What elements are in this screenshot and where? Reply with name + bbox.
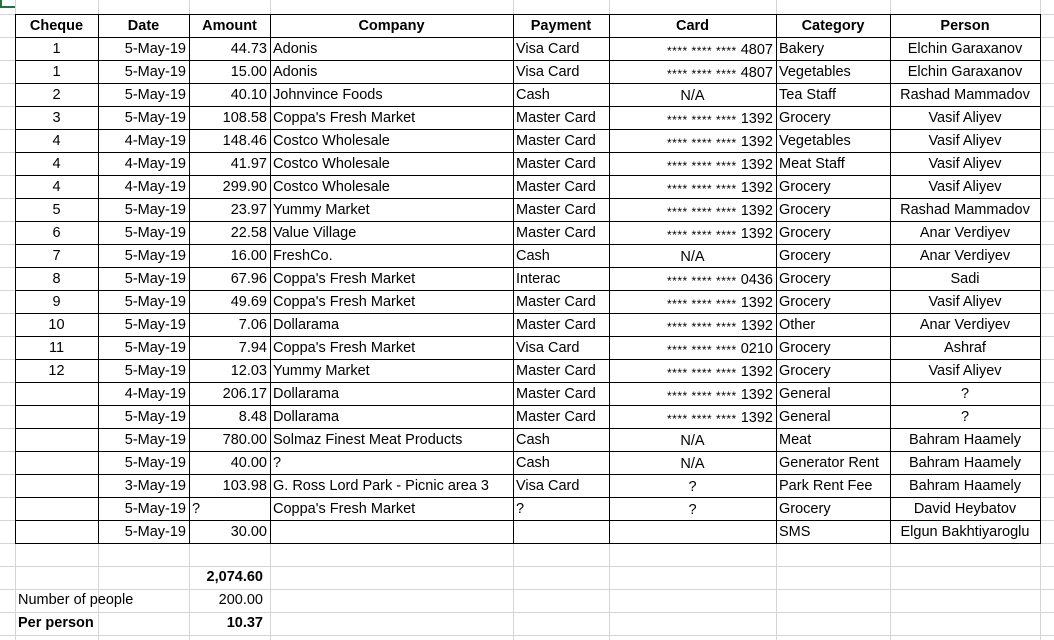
cell-company[interactable]: Coppa's Fresh Market: [273, 501, 416, 517]
cell-cheque[interactable]: [15, 429, 98, 452]
card-mask: **** **** ****: [667, 113, 737, 127]
cell-category[interactable]: Grocery: [779, 363, 831, 379]
cell-date[interactable]: 5-May-19: [124, 317, 186, 333]
cell-category[interactable]: Other: [779, 317, 816, 333]
cell-cheque[interactable]: [15, 452, 98, 475]
cell-person[interactable]: Vasif Aliyev: [928, 363, 1002, 379]
cell-date[interactable]: 4-May-19: [124, 386, 186, 402]
cell-company[interactable]: Coppa's Fresh Market: [273, 271, 416, 287]
card-last4: 1392: [740, 363, 773, 380]
card-mask: **** **** ****: [667, 182, 737, 196]
table-border-vertical: [1040, 14, 1041, 544]
cell-category[interactable]: Vegetables: [779, 64, 851, 80]
cell-card[interactable]: [609, 107, 776, 130]
cell-payment[interactable]: Cash: [516, 455, 550, 471]
cell-cheque[interactable]: 3: [52, 110, 61, 126]
people-value-cell[interactable]: 200.00: [218, 592, 263, 608]
cell-cheque[interactable]: 5: [52, 202, 61, 218]
cell-company[interactable]: Costco Wholesale: [273, 179, 390, 195]
gridline-horizontal: [0, 566, 1054, 567]
cell-payment[interactable]: Master Card: [516, 156, 596, 172]
card-last4: 1392: [740, 225, 773, 242]
cell-cheque[interactable]: [15, 475, 98, 498]
cell-payment[interactable]: ?: [516, 501, 525, 517]
cell-card[interactable]: [609, 61, 776, 84]
cell-date[interactable]: 5-May-19: [124, 110, 186, 126]
cell-amount[interactable]: 67.96: [230, 271, 267, 287]
cell-person[interactable]: Vasif Aliyev: [928, 294, 1002, 310]
card-last4: 1392: [740, 386, 773, 403]
cell-payment[interactable]: Master Card: [516, 386, 596, 402]
cell-company[interactable]: Coppa's Fresh Market: [273, 340, 416, 356]
cell-date[interactable]: 5-May-19: [124, 271, 186, 287]
cell-card[interactable]: [609, 291, 776, 314]
cell-category[interactable]: Meat: [779, 432, 812, 448]
cell-company[interactable]: Coppa's Fresh Market: [273, 294, 416, 310]
cell-payment[interactable]: Master Card: [516, 133, 596, 149]
cell-amount[interactable]: 16.00: [230, 248, 267, 264]
card-last4: 1392: [740, 133, 773, 150]
cell-amount[interactable]: 7.06: [238, 317, 267, 333]
header-cheque[interactable]: Cheque: [29, 18, 84, 34]
cell-company[interactable]: Coppa's Fresh Market: [273, 110, 416, 126]
cell-amount[interactable]: 103.98: [222, 478, 267, 494]
card-last4: 4807: [740, 64, 773, 81]
cell-payment[interactable]: Master Card: [516, 179, 596, 195]
cell-payment[interactable]: Visa Card: [516, 340, 580, 356]
cell-cheque[interactable]: 4: [52, 179, 61, 195]
cell-card[interactable]: [609, 199, 776, 222]
cell-card[interactable]: [609, 383, 776, 406]
header-date[interactable]: Date: [127, 18, 160, 34]
cell-amount[interactable]: 148.46: [222, 133, 267, 149]
cell-cheque[interactable]: 9: [52, 294, 61, 310]
cell-category[interactable]: Grocery: [779, 225, 831, 241]
header-card[interactable]: Card: [675, 18, 710, 34]
cell-date[interactable]: 5-May-19: [124, 202, 186, 218]
cell-date[interactable]: 5-May-19: [124, 87, 186, 103]
cell-payment[interactable]: Visa Card: [516, 64, 580, 80]
cell-cheque[interactable]: 4: [52, 133, 61, 149]
cell-person[interactable]: Sadi: [950, 271, 980, 287]
gridline-horizontal: [0, 635, 1054, 636]
cell-cheque[interactable]: [15, 383, 98, 406]
card-last4: 4807: [740, 41, 773, 58]
per-person-label-cell[interactable]: Per person: [18, 615, 94, 631]
cell-card[interactable]: [609, 475, 776, 498]
per-person-value-cell[interactable]: 10.37: [226, 615, 263, 631]
cell-card[interactable]: [609, 268, 776, 291]
total-amount-cell[interactable]: 2,074.60: [206, 569, 263, 585]
cell-amount[interactable]: 41.97: [230, 156, 267, 172]
cell-card[interactable]: [609, 176, 776, 199]
header-person[interactable]: Person: [940, 18, 990, 34]
card-last4: 1392: [740, 317, 773, 334]
cell-card[interactable]: [609, 38, 776, 61]
cell-cheque[interactable]: 4: [52, 156, 61, 172]
cell-cheque[interactable]: 2: [52, 87, 61, 103]
cell-category[interactable]: Grocery: [779, 202, 831, 218]
cell-cheque[interactable]: 1: [52, 64, 61, 80]
cell-card[interactable]: [609, 153, 776, 176]
cell-date[interactable]: 5-May-19: [124, 455, 186, 471]
cell-person[interactable]: Elgun Bakhtiyaroglu: [900, 524, 1030, 540]
cell-amount[interactable]: 23.97: [230, 202, 267, 218]
cell-payment[interactable]: Master Card: [516, 294, 596, 310]
cell-cheque[interactable]: 6: [52, 225, 61, 241]
cell-amount[interactable]: 299.90: [222, 179, 267, 195]
cell-category[interactable]: Grocery: [779, 271, 831, 287]
card-last4: 1392: [740, 294, 773, 311]
cell-category[interactable]: Bakery: [779, 41, 825, 57]
cell-cheque[interactable]: 1: [52, 41, 61, 57]
cell-person[interactable]: Vasif Aliyev: [928, 156, 1002, 172]
cell-card[interactable]: [609, 130, 776, 153]
cell-person[interactable]: Anar Verdiyev: [919, 248, 1011, 264]
cell-amount[interactable]: 206.17: [222, 386, 267, 402]
cell-person[interactable]: Bahram Haamely: [908, 432, 1021, 448]
cell-company[interactable]: [270, 521, 513, 544]
cell-person[interactable]: ?: [960, 386, 970, 402]
card-value: N/A: [680, 87, 705, 104]
card-last4: 1392: [740, 179, 773, 196]
cell-amount[interactable]: 7.94: [238, 340, 267, 356]
cell-cheque[interactable]: [15, 521, 98, 544]
cell-person[interactable]: Ashraf: [944, 340, 986, 356]
card-value: N/A: [680, 455, 705, 472]
card-last4: 0436: [740, 271, 773, 288]
cell-date[interactable]: 5-May-19: [124, 524, 186, 540]
cell-category[interactable]: Grocery: [779, 501, 831, 517]
header-category[interactable]: Category: [801, 18, 865, 34]
cell-payment[interactable]: Master Card: [516, 317, 596, 333]
cell-card[interactable]: [609, 521, 776, 544]
cell-amount[interactable]: 22.58: [230, 225, 267, 241]
cell-date[interactable]: 5-May-19: [124, 41, 186, 57]
card-mask: **** **** ****: [667, 320, 737, 334]
card-mask: **** **** ****: [667, 274, 737, 288]
cell-company[interactable]: Adonis: [273, 64, 318, 80]
cell-person[interactable]: Elchin Garaxanov: [907, 41, 1023, 57]
cell-category[interactable]: General: [779, 386, 831, 402]
cell-date[interactable]: 4-May-19: [124, 179, 186, 195]
card-value: ?: [688, 501, 697, 518]
cell-category[interactable]: Vegetables: [779, 133, 851, 149]
cell-payment[interactable]: Visa Card: [516, 41, 580, 57]
cell-date[interactable]: 5-May-19: [124, 409, 186, 425]
cell-company[interactable]: ?: [273, 455, 282, 471]
cell-date[interactable]: 5-May-19: [124, 363, 186, 379]
cell-company[interactable]: Costco Wholesale: [273, 133, 390, 149]
cell-category[interactable]: Grocery: [779, 179, 831, 195]
cell-card[interactable]: [609, 337, 776, 360]
cell-person[interactable]: Rashad Mammadov: [900, 87, 1030, 103]
cell-person[interactable]: Vasif Aliyev: [928, 179, 1002, 195]
cell-card[interactable]: [609, 222, 776, 245]
cell-person[interactable]: Bahram Haamely: [908, 478, 1021, 494]
cell-category[interactable]: Grocery: [779, 340, 831, 356]
card-value: N/A: [680, 432, 705, 449]
cell-date[interactable]: 5-May-19: [124, 64, 186, 80]
cell-person[interactable]: Rashad Mammadov: [900, 202, 1030, 218]
card-mask: **** **** ****: [667, 44, 737, 58]
cell-amount[interactable]: 15.00: [230, 64, 267, 80]
cell-company[interactable]: Value Village: [273, 225, 357, 241]
cell-cheque[interactable]: 10: [48, 317, 65, 333]
cell-amount[interactable]: 108.58: [222, 110, 267, 126]
cell-card[interactable]: [609, 452, 776, 475]
cell-cheque[interactable]: 11: [48, 340, 65, 356]
header-payment[interactable]: Payment: [530, 18, 592, 34]
card-mask: **** **** ****: [667, 343, 737, 357]
cell-card[interactable]: [609, 245, 776, 268]
header-amount[interactable]: Amount: [202, 18, 257, 34]
card-mask: **** **** ****: [667, 228, 737, 242]
cell-date[interactable]: 4-May-19: [124, 133, 186, 149]
cell-cheque[interactable]: 12: [48, 363, 65, 379]
cell-payment[interactable]: [513, 521, 609, 544]
cell-cheque[interactable]: [15, 498, 98, 521]
cell-card[interactable]: [609, 406, 776, 429]
cell-date[interactable]: 5-May-19: [124, 294, 186, 310]
card-mask: **** **** ****: [667, 412, 737, 426]
cell-category[interactable]: General: [779, 409, 831, 425]
cell-company[interactable]: FreshCo.: [273, 248, 333, 264]
cell-company[interactable]: Dollarama: [273, 386, 340, 402]
cell-amount[interactable]: 40.10: [230, 87, 267, 103]
cell-category[interactable]: Tea Staff: [779, 87, 836, 103]
card-mask: **** **** ****: [667, 366, 737, 380]
cell-payment[interactable]: Master Card: [516, 110, 596, 126]
cell-company[interactable]: Johnvince Foods: [273, 87, 383, 103]
cell-category[interactable]: Meat Staff: [779, 156, 845, 172]
cell-card[interactable]: [609, 314, 776, 337]
cell-card[interactable]: [609, 360, 776, 383]
cell-amount[interactable]: 8.48: [238, 409, 267, 425]
cell-amount[interactable]: 780.00: [222, 432, 267, 448]
cell-company[interactable]: Yummy Market: [273, 363, 370, 379]
cell-category[interactable]: Grocery: [779, 110, 831, 126]
card-last4: 1392: [740, 156, 773, 173]
cell-person[interactable]: Anar Verdiyev: [919, 225, 1011, 241]
cell-company[interactable]: G. Ross Lord Park - Picnic area 3: [273, 478, 489, 494]
card-mask: **** **** ****: [667, 205, 737, 219]
cell-person[interactable]: Vasif Aliyev: [928, 110, 1002, 126]
cell-category[interactable]: Park Rent Fee: [779, 478, 873, 494]
cell-category[interactable]: Generator Rent: [779, 455, 879, 471]
card-last4: 0210: [740, 340, 773, 357]
card-last4: 1392: [740, 202, 773, 219]
cell-category[interactable]: Grocery: [779, 294, 831, 310]
cell-card[interactable]: [609, 429, 776, 452]
cell-person[interactable]: Bahram Haamely: [908, 455, 1021, 471]
card-mask: **** **** ****: [667, 297, 737, 311]
card-mask: **** **** ****: [667, 389, 737, 403]
cell-person[interactable]: Vasif Aliyev: [928, 133, 1002, 149]
cell-payment[interactable]: Visa Card: [516, 478, 580, 494]
cell-card[interactable]: [609, 84, 776, 107]
cell-payment[interactable]: Cash: [516, 87, 550, 103]
cell-person[interactable]: Elchin Garaxanov: [907, 64, 1023, 80]
cell-amount[interactable]: 40.00: [230, 455, 267, 471]
cell-amount[interactable]: 12.03: [230, 363, 267, 379]
cell-payment[interactable]: Cash: [516, 248, 550, 264]
cell-selection-marker: [0, 0, 16, 8]
cell-company[interactable]: Yummy Market: [273, 202, 370, 218]
cell-category[interactable]: Grocery: [779, 248, 831, 264]
header-company[interactable]: Company: [358, 18, 425, 34]
cell-company[interactable]: Dollarama: [273, 317, 340, 333]
cell-person[interactable]: Anar Verdiyev: [919, 317, 1011, 333]
cell-date[interactable]: 3-May-19: [124, 478, 186, 494]
cell-cheque[interactable]: 7: [52, 248, 61, 264]
cell-cheque[interactable]: [15, 406, 98, 429]
cell-payment[interactable]: Master Card: [516, 363, 596, 379]
cell-company[interactable]: Dollarama: [273, 409, 340, 425]
card-mask: **** **** ****: [667, 136, 737, 150]
cell-date[interactable]: 5-May-19: [124, 432, 186, 448]
card-value: ?: [688, 478, 697, 495]
cell-category[interactable]: SMS: [779, 524, 811, 540]
cell-date[interactable]: 4-May-19: [124, 156, 186, 172]
cell-person[interactable]: David Heybatov: [913, 501, 1017, 517]
cell-amount[interactable]: 30.00: [230, 524, 267, 540]
cell-payment[interactable]: Cash: [516, 432, 550, 448]
card-last4: 1392: [740, 409, 773, 426]
cell-cheque[interactable]: 8: [52, 271, 61, 287]
cell-amount[interactable]: 44.73: [230, 41, 267, 57]
cell-payment[interactable]: Master Card: [516, 225, 596, 241]
cell-company[interactable]: Costco Wholesale: [273, 156, 390, 172]
cell-date[interactable]: 5-May-19: [124, 248, 186, 264]
cell-date[interactable]: 5-May-19: [124, 225, 186, 241]
cell-person[interactable]: ?: [960, 409, 970, 425]
card-last4: 1392: [740, 110, 773, 127]
cell-amount[interactable]: 49.69: [230, 294, 267, 310]
card-value: N/A: [680, 248, 705, 265]
cell-company[interactable]: Solmaz Finest Meat Products: [273, 432, 463, 448]
cell-date[interactable]: 5-May-19: [124, 501, 186, 517]
cell-payment[interactable]: Master Card: [516, 409, 596, 425]
card-mask: **** **** ****: [667, 67, 737, 81]
cell-payment[interactable]: Interac: [516, 271, 561, 287]
cell-payment[interactable]: Master Card: [516, 202, 596, 218]
cell-amount[interactable]: ?: [192, 501, 201, 517]
cell-company[interactable]: Adonis: [273, 41, 318, 57]
people-label-cell[interactable]: Number of people: [18, 592, 134, 608]
card-mask: **** **** ****: [667, 159, 737, 173]
cell-date[interactable]: 5-May-19: [124, 340, 186, 356]
cell-card[interactable]: [609, 498, 776, 521]
